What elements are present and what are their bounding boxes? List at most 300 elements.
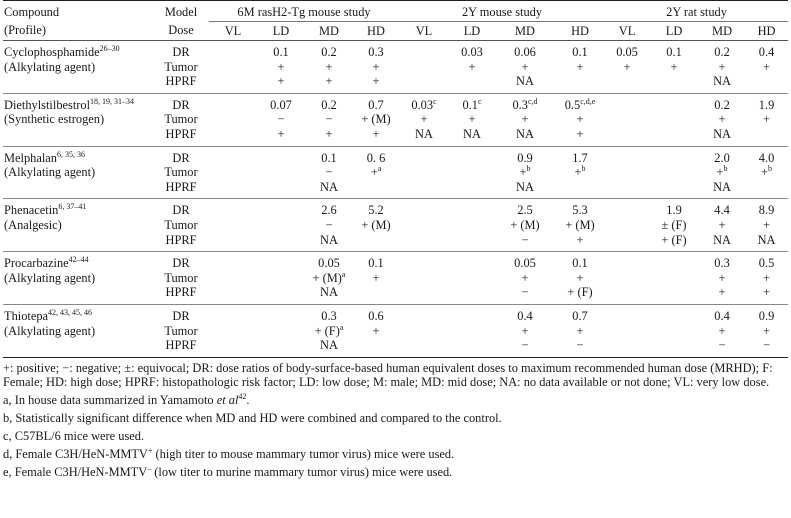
value-footnote-marker: b <box>526 164 531 174</box>
value-text: − <box>521 232 529 247</box>
value-text: + <box>623 59 631 74</box>
compound-name-text: Phenacetin <box>4 203 59 218</box>
value-text: + <box>718 217 726 232</box>
value-cell <box>449 60 495 75</box>
table-row <box>3 233 788 252</box>
value-footnote-marker: a <box>339 322 344 332</box>
value-text: + <box>325 74 333 89</box>
value-cell <box>605 74 649 93</box>
value-cell <box>555 60 605 75</box>
value-cell <box>649 218 699 233</box>
value-cell <box>399 338 449 357</box>
value-cell <box>305 199 353 218</box>
value-cell <box>353 338 399 357</box>
value-text: 1.9 <box>666 203 682 218</box>
value-text: + <box>372 74 380 89</box>
value-cell <box>257 324 305 339</box>
value-text: 0.4 <box>517 308 533 323</box>
value-cell <box>495 304 555 323</box>
value-footnote-marker: b <box>581 164 586 174</box>
value-text: + <box>763 323 771 338</box>
value-text: 0.5 <box>564 97 581 112</box>
value-text: + <box>277 126 285 141</box>
table-row <box>3 127 788 146</box>
value-text: NA <box>713 179 731 194</box>
table-row <box>3 218 788 233</box>
value-cell <box>495 60 555 75</box>
value-cell <box>209 285 257 304</box>
value-cell <box>449 324 495 339</box>
value-text: 5.3 <box>572 203 588 218</box>
value-text: − <box>521 285 529 300</box>
value-cell <box>495 271 555 286</box>
value-cell <box>555 218 605 233</box>
value-cell <box>555 180 605 199</box>
value-text: 0.9 <box>758 308 775 323</box>
value-text: + <box>277 74 285 89</box>
value-cell <box>449 112 495 127</box>
value-text: 0.1 <box>572 45 588 59</box>
value-text: NA <box>415 126 433 141</box>
value-cell <box>399 41 449 60</box>
value-cell <box>649 41 699 60</box>
value-text: + <box>574 165 582 180</box>
value-cell <box>495 324 555 339</box>
value-cell <box>649 112 699 127</box>
row-label: Tumor <box>164 323 198 338</box>
value-cell <box>353 93 399 112</box>
value-cell <box>649 74 699 93</box>
value-text: 8.9 <box>758 203 775 218</box>
value-text: + <box>521 270 529 285</box>
value-cell <box>209 324 257 339</box>
value-text: + <box>277 59 285 74</box>
value-text: 4.4 <box>714 203 730 218</box>
value-text: − <box>325 112 333 127</box>
value-cell <box>605 127 649 146</box>
table-row <box>3 252 788 271</box>
value-cell <box>745 146 788 165</box>
value-text: 0.1 <box>321 150 337 165</box>
value-text: + (M) <box>312 270 342 285</box>
value-cell <box>745 112 788 127</box>
value-text: + <box>372 126 380 141</box>
value-cell <box>449 218 495 233</box>
value-cell <box>649 271 699 286</box>
value-text: + <box>670 59 678 74</box>
value-cell <box>209 180 257 199</box>
value-cell <box>305 252 353 271</box>
compound-name <box>3 41 153 60</box>
compound-name <box>3 146 153 165</box>
table-container <box>3 0 788 479</box>
value-text: NA <box>463 126 481 141</box>
value-text: + <box>763 285 771 300</box>
value-text: 0.1 <box>462 97 478 112</box>
value-cell <box>399 233 449 252</box>
value-cell <box>555 165 605 180</box>
value-cell <box>605 165 649 180</box>
value-cell <box>305 324 353 339</box>
value-text: 0.2 <box>714 45 730 59</box>
value-text: 0.4 <box>758 45 775 59</box>
value-cell <box>555 324 605 339</box>
table-row <box>3 199 788 218</box>
value-cell <box>353 60 399 75</box>
value-text: + <box>372 270 380 285</box>
value-cell <box>745 285 788 304</box>
value-cell <box>745 165 788 180</box>
value-cell <box>555 252 605 271</box>
value-cell <box>555 304 605 323</box>
value-cell <box>257 165 305 180</box>
value-cell <box>699 252 745 271</box>
value-cell <box>353 285 399 304</box>
value-cell <box>353 74 399 93</box>
value-cell <box>495 180 555 199</box>
value-cell <box>305 146 353 165</box>
value-text: 0.5 <box>758 256 775 271</box>
compound-reference: 42, 43, 45, 46 <box>48 307 93 317</box>
value-cell <box>209 41 257 60</box>
value-cell <box>649 233 699 252</box>
value-cell <box>257 146 305 165</box>
value-cell <box>305 180 353 199</box>
value-cell <box>209 93 257 112</box>
value-cell <box>745 199 788 218</box>
value-cell <box>209 304 257 323</box>
value-cell <box>449 41 495 60</box>
compound-name-text: Cyclophosphamide <box>4 45 100 59</box>
value-cell <box>605 304 649 323</box>
value-cell <box>399 324 449 339</box>
value-cell <box>257 180 305 199</box>
compound-reference: 6, 37–41 <box>58 202 87 212</box>
value-cell <box>605 112 649 127</box>
value-text: NA <box>713 126 731 141</box>
row-label: HPRF <box>165 232 197 247</box>
value-cell <box>745 324 788 339</box>
value-text: 0.7 <box>368 97 384 112</box>
study-header-2y-rat: 2Y rat study <box>605 1 788 22</box>
compound-header: Compound <box>4 4 60 19</box>
value-cell <box>305 165 353 180</box>
value-text: + <box>468 112 476 127</box>
value-cell <box>555 271 605 286</box>
table-body <box>3 41 788 358</box>
row-label: DR <box>172 45 190 59</box>
value-cell <box>353 304 399 323</box>
row-label: Tumor <box>164 59 198 74</box>
study-header-rash2: 6M rasH2-Tg mouse study <box>209 1 399 22</box>
footnote-e: e, Female C3H/HeN-MMTV– (low titer to murine mammary tumor virus) mice were used. <box>3 463 453 479</box>
value-text: + <box>576 232 584 247</box>
value-cell <box>399 74 449 93</box>
value-cell <box>449 146 495 165</box>
value-cell <box>257 285 305 304</box>
value-cell <box>699 271 745 286</box>
dose-col-header: MD <box>495 22 555 41</box>
value-text: NA <box>757 232 776 247</box>
value-text: 0.3 <box>321 308 337 323</box>
compound-profile: (Analgesic) <box>4 217 62 232</box>
value-cell <box>699 74 745 93</box>
value-text: 0.06 <box>514 45 536 59</box>
value-footnote-marker: a <box>341 269 346 279</box>
value-cell <box>449 304 495 323</box>
value-text: + <box>718 59 726 74</box>
footnote-c: c, C57BL/6 mice were used. <box>3 428 145 443</box>
value-cell <box>649 304 699 323</box>
compound-name-text: Diethylstilbestrol <box>4 97 91 112</box>
value-cell <box>257 60 305 75</box>
value-footnote-marker: b <box>768 164 773 174</box>
row-label: DR <box>153 199 209 218</box>
value-text: 0.05 <box>318 256 340 271</box>
value-footnote-marker: a <box>377 164 382 174</box>
value-cell <box>555 74 605 93</box>
value-text: + <box>468 59 476 74</box>
value-cell <box>449 180 495 199</box>
value-cell <box>495 41 555 60</box>
compound-profile: (Alkylating agent) <box>4 165 96 180</box>
value-cell <box>209 233 257 252</box>
value-cell <box>745 304 788 323</box>
value-cell <box>353 41 399 60</box>
value-cell <box>353 218 399 233</box>
value-cell <box>449 74 495 93</box>
row-label: Tumor <box>164 165 198 180</box>
value-text: NA <box>516 179 534 194</box>
value-cell <box>305 93 353 112</box>
value-text: + <box>521 59 529 74</box>
value-text: + <box>763 217 771 232</box>
row-label: DR <box>153 93 209 112</box>
value-cell <box>209 146 257 165</box>
value-text: NA <box>320 285 338 300</box>
value-text: + <box>718 270 726 285</box>
value-cell <box>699 233 745 252</box>
value-text: NA <box>320 338 338 353</box>
value-text: 1.7 <box>572 150 588 165</box>
value-cell <box>353 252 399 271</box>
value-cell <box>745 233 788 252</box>
value-footnote-marker: c <box>433 96 437 106</box>
value-cell <box>605 180 649 199</box>
value-text: 0.05 <box>616 45 638 59</box>
value-text: 5.2 <box>368 203 384 218</box>
compound-name-text: Thiotepa <box>4 308 49 323</box>
value-cell <box>209 112 257 127</box>
value-cell <box>699 304 745 323</box>
value-text: NA <box>713 232 731 247</box>
value-cell <box>745 180 788 199</box>
value-cell <box>745 338 788 357</box>
value-cell <box>605 338 649 357</box>
value-text: 0.3 <box>368 45 384 59</box>
value-cell <box>605 60 649 75</box>
value-text: 0.07 <box>270 97 292 112</box>
model-header: Model <box>164 4 198 19</box>
value-cell <box>305 233 353 252</box>
value-cell <box>649 324 699 339</box>
dose-col-header: HD <box>745 22 788 41</box>
value-text: + (M) <box>510 217 540 232</box>
value-cell <box>353 127 399 146</box>
compound-cell-empty <box>3 74 153 93</box>
value-text: 0.1 <box>368 256 384 271</box>
table-row <box>3 324 788 339</box>
value-footnote-marker: c,d <box>527 96 538 106</box>
table-row <box>3 146 788 165</box>
value-cell <box>555 338 605 357</box>
value-cell <box>649 127 699 146</box>
value-cell <box>257 218 305 233</box>
row-label: Tumor <box>164 112 198 127</box>
compound-reference: 26–30 <box>99 43 120 53</box>
value-cell <box>353 180 399 199</box>
row-label: DR <box>153 252 209 271</box>
value-cell <box>209 338 257 357</box>
value-cell <box>605 41 649 60</box>
value-cell <box>257 338 305 357</box>
value-cell <box>495 93 555 112</box>
profile-header: (Profile) <box>3 22 153 41</box>
value-cell <box>399 165 449 180</box>
value-cell <box>449 233 495 252</box>
value-text: − <box>277 112 285 127</box>
row-label: HPRF <box>165 179 197 194</box>
study-header-2y-mouse: 2Y mouse study <box>399 1 605 22</box>
table-row <box>3 41 788 60</box>
value-text: 0.2 <box>321 45 337 59</box>
value-text: − <box>718 338 726 353</box>
value-text: 0.1 <box>273 45 289 59</box>
value-cell <box>555 199 605 218</box>
value-text: − <box>325 165 333 180</box>
value-cell <box>209 271 257 286</box>
compound-reference: 6, 35, 36 <box>57 149 85 159</box>
value-cell <box>257 233 305 252</box>
dose-col-header: VL <box>605 22 649 41</box>
value-cell <box>449 199 495 218</box>
value-cell <box>353 199 399 218</box>
value-cell <box>305 41 353 60</box>
value-cell <box>649 93 699 112</box>
value-cell <box>699 285 745 304</box>
table-row <box>3 304 788 323</box>
value-text: + <box>576 112 584 127</box>
value-cell <box>399 218 449 233</box>
footnote-a: a, In house data summarized in Yamamoto et $al^{42}$. <box>3 392 250 408</box>
value-text: ± (F) <box>661 217 687 232</box>
compound-profile: (Alkylating agent) <box>4 59 96 74</box>
value-text: + <box>763 112 771 127</box>
value-text: + <box>325 59 333 74</box>
row-label: Tumor <box>164 270 198 285</box>
value-cell <box>605 233 649 252</box>
value-text: + <box>372 59 380 74</box>
value-text: + <box>718 112 726 127</box>
compound-cell-empty <box>3 338 153 357</box>
value-cell <box>353 233 399 252</box>
value-cell <box>605 199 649 218</box>
value-cell <box>699 41 745 60</box>
value-cell <box>399 60 449 75</box>
value-cell <box>495 146 555 165</box>
value-cell <box>699 60 745 75</box>
value-cell <box>745 218 788 233</box>
value-cell <box>209 165 257 180</box>
value-text: + (M) <box>361 217 391 232</box>
table-row <box>3 285 788 304</box>
value-text: + <box>521 323 529 338</box>
value-cell <box>649 165 699 180</box>
value-cell <box>649 60 699 75</box>
value-cell <box>449 165 495 180</box>
value-text: 0.3 <box>714 256 730 271</box>
footnotes <box>3 361 788 480</box>
compound-name-text: Melphalan <box>4 150 57 165</box>
value-cell <box>305 60 353 75</box>
value-footnote-marker: c,d,e <box>580 96 596 106</box>
value-cell <box>257 127 305 146</box>
row-label: HPRF <box>165 285 197 300</box>
value-cell <box>649 180 699 199</box>
row-label: DR <box>153 146 209 165</box>
value-cell <box>745 271 788 286</box>
value-cell <box>209 218 257 233</box>
value-cell <box>449 285 495 304</box>
value-text: + (M) <box>565 217 595 232</box>
compound-cell-empty <box>3 127 153 146</box>
value-cell <box>699 127 745 146</box>
value-cell <box>555 146 605 165</box>
value-text: 2.5 <box>517 203 533 218</box>
value-cell <box>209 127 257 146</box>
value-cell <box>449 127 495 146</box>
value-text: 0.1 <box>666 45 682 59</box>
value-cell <box>305 112 353 127</box>
value-text: 4.0 <box>758 150 775 165</box>
compound-profile: (Synthetic estrogen) <box>4 112 105 127</box>
value-cell <box>495 338 555 357</box>
value-text: 0.03 <box>411 97 434 112</box>
value-cell <box>745 41 788 60</box>
table-row <box>3 112 788 127</box>
value-cell <box>257 304 305 323</box>
header-row-model <box>3 1 788 22</box>
value-cell <box>495 165 555 180</box>
value-cell <box>257 93 305 112</box>
value-text: 0.9 <box>517 150 533 165</box>
value-cell <box>495 112 555 127</box>
value-cell <box>495 233 555 252</box>
value-cell <box>495 285 555 304</box>
value-cell <box>305 285 353 304</box>
value-cell <box>399 252 449 271</box>
value-cell <box>257 271 305 286</box>
dose-col-header: LD <box>649 22 699 41</box>
value-cell <box>699 146 745 165</box>
value-text: + <box>420 112 428 127</box>
compound-name <box>3 252 153 271</box>
value-cell <box>745 127 788 146</box>
table-row <box>3 74 788 93</box>
value-cell <box>449 271 495 286</box>
value-text: 1.9 <box>758 97 775 112</box>
value-cell <box>399 199 449 218</box>
